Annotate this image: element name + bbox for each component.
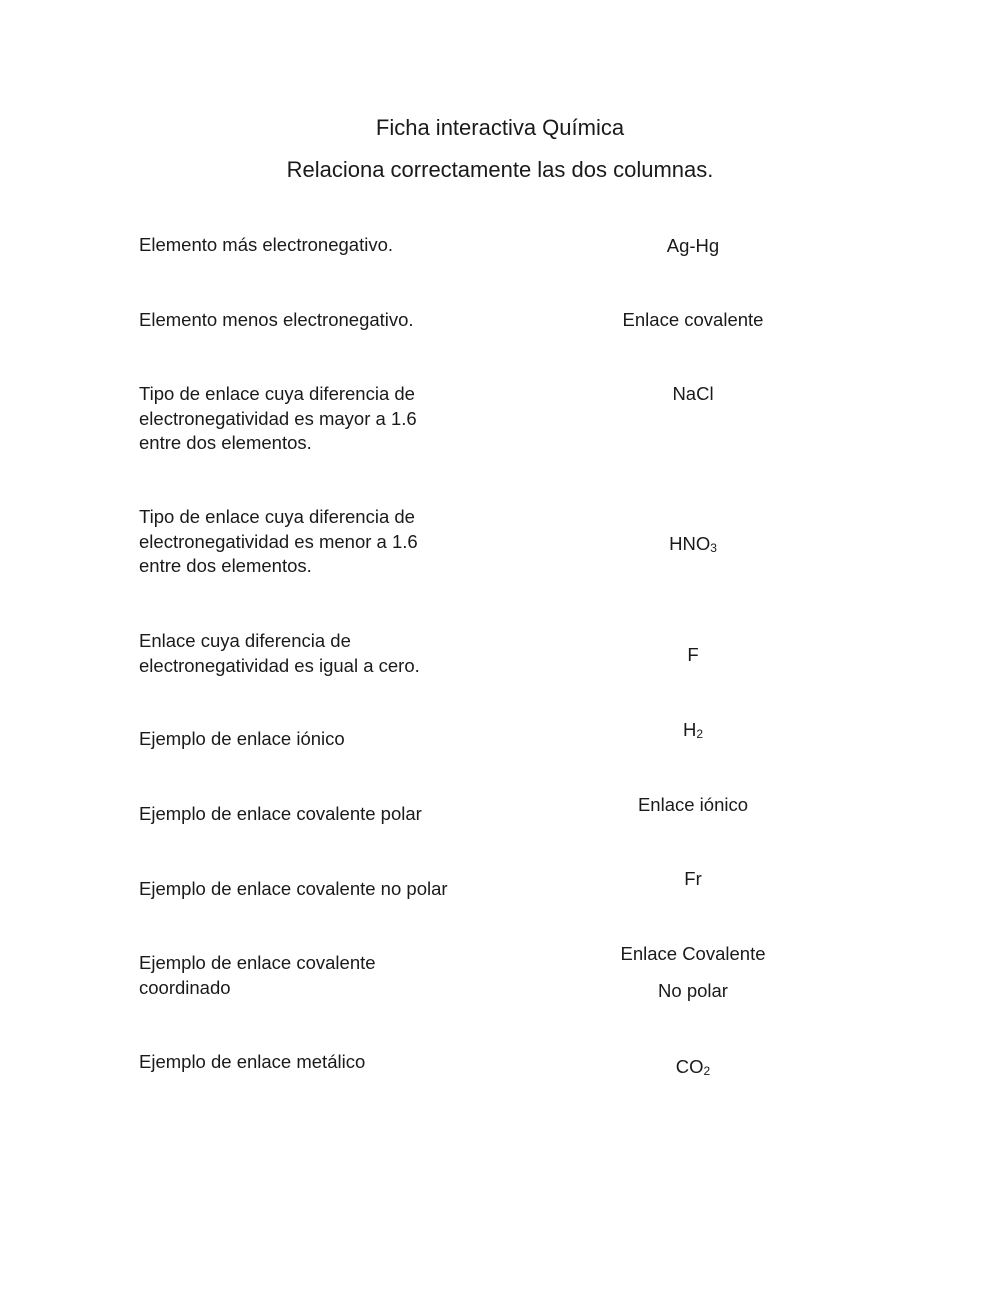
right-item-5: F bbox=[687, 644, 699, 665]
worksheet-title: Ficha interactiva Química bbox=[375, 115, 625, 140]
right-item-7: Enlace iónico bbox=[637, 794, 749, 815]
left-item-9: Ejemplo de enlace covalente coordinado bbox=[139, 952, 376, 998]
left-item-6: Ejemplo de enlace iónico bbox=[139, 728, 345, 749]
formula-subscript: 3 bbox=[710, 541, 717, 555]
left-item-4: Tipo de enlace cuya diferencia de electronegatividad es menor a 1.6 entre dos elementos. bbox=[139, 506, 418, 576]
answer-line-2: No polar bbox=[658, 979, 728, 1001]
worksheet-instructions: Relaciona correctamente las dos columnas. bbox=[286, 157, 714, 182]
right-item-8: Fr bbox=[684, 868, 702, 889]
formula-base: HNO bbox=[669, 533, 711, 554]
formula-subscript: 2 bbox=[696, 727, 704, 741]
right-item-4 bbox=[543, 532, 843, 557]
left-item-10: Ejemplo de enlace metálico bbox=[139, 1051, 366, 1072]
right-item-10 bbox=[543, 1055, 843, 1080]
left-item-5: Enlace cuya diferencia de electronegatividad es igual a cero. bbox=[139, 630, 420, 676]
left-item-1: Elemento más electronegativo. bbox=[139, 234, 393, 255]
left-item-7: Ejemplo de enlace covalente polar bbox=[139, 803, 422, 824]
answer-line-1: Enlace Covalente bbox=[620, 943, 766, 964]
left-item-3: Tipo de enlace cuya diferencia de electronegatividad es mayor a 1.6 entre dos elementos. bbox=[139, 383, 417, 453]
left-item-2: Elemento menos electronegativo. bbox=[139, 309, 414, 330]
right-item-1: Ag-Hg bbox=[666, 235, 720, 256]
formula-subscript: 2 bbox=[703, 1064, 711, 1078]
right-item-9 bbox=[543, 942, 843, 1003]
formula-base: CO bbox=[675, 1056, 704, 1077]
right-item-2: Enlace covalente bbox=[622, 309, 764, 330]
left-item-8: Ejemplo de enlace covalente no polar bbox=[139, 878, 448, 899]
formula-base: H bbox=[682, 719, 697, 740]
right-item-3: NaCl bbox=[672, 383, 714, 404]
right-item-6 bbox=[543, 718, 843, 743]
